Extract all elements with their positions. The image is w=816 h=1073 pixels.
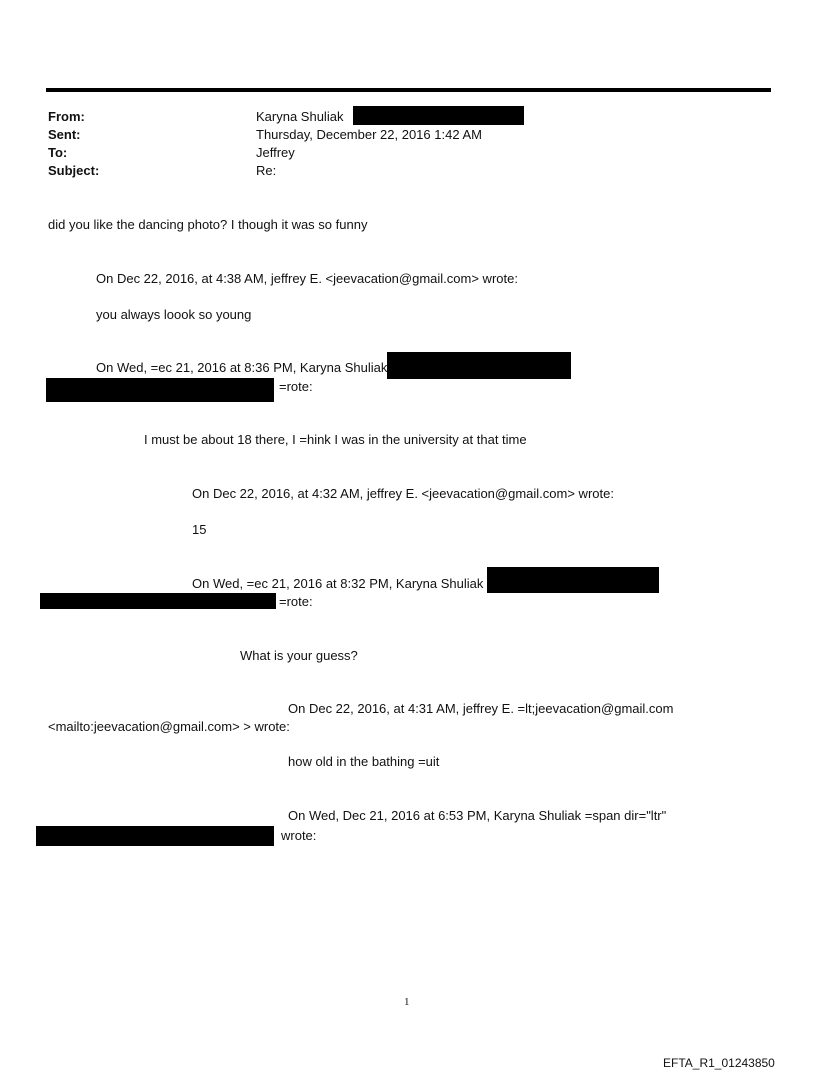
quote-header: On Dec 22, 2016, at 4:32 AM, jeffrey E. <jeevacation@gmail.com> wrote: bbox=[192, 486, 614, 501]
quote-text: What is your guess? bbox=[240, 648, 358, 663]
redaction-box bbox=[46, 378, 274, 402]
subject-value: Re: bbox=[256, 163, 277, 178]
quote-header: On Dec 22, 2016, at 4:31 AM, jeffrey E. =lt;jeevacation@gmail.com bbox=[288, 701, 674, 716]
message-line: did you like the dancing photo? I though it was so funny bbox=[48, 217, 368, 232]
quote-header: On Dec 22, 2016, at 4:38 AM, jeffrey E. <jeevacation@gmail.com> wrote: bbox=[96, 271, 518, 286]
quote-text: I must be about 18 there, I =hink I was in the university at that time bbox=[144, 432, 527, 447]
quote-header-tail: <mailto:jeevacation@gmail.com> > wrote: bbox=[48, 719, 290, 734]
redaction-box bbox=[353, 106, 524, 125]
sent-label: Sent: bbox=[48, 127, 81, 142]
quote-text: you always loook so young bbox=[96, 307, 252, 322]
bates-number: EFTA_R1_01243850 bbox=[663, 1056, 775, 1070]
redaction-box bbox=[40, 593, 276, 609]
header-rule bbox=[46, 88, 771, 92]
quote-header-tail: wrote: bbox=[281, 828, 317, 843]
quote-text: how old in the bathing =uit bbox=[288, 754, 440, 769]
sent-value: Thursday, December 22, 2016 1:42 AM bbox=[256, 127, 482, 142]
redaction-box bbox=[387, 352, 571, 379]
from-label: From: bbox=[48, 109, 85, 124]
to-value: Jeffrey bbox=[256, 145, 295, 160]
quote-header: On Wed, =ec 21, 2016 at 8:36 PM, Karyna Shuliak bbox=[96, 360, 388, 375]
from-value: Karyna Shuliak bbox=[256, 109, 344, 124]
to-label: To: bbox=[48, 145, 68, 160]
quote-header: On Wed, Dec 21, 2016 at 6:53 PM, Karyna Shuliak =span dir="ltr" bbox=[288, 808, 667, 823]
redaction-box bbox=[36, 826, 274, 846]
quote-header-tail: =rote: bbox=[279, 379, 313, 394]
quote-text: 15 bbox=[192, 522, 207, 537]
quote-header-tail: =rote: bbox=[279, 594, 313, 609]
redaction-box bbox=[487, 567, 659, 593]
page-number: 1 bbox=[404, 996, 410, 1008]
subject-label: Subject: bbox=[48, 163, 100, 178]
quote-header: On Wed, =ec 21, 2016 at 8:32 PM, Karyna Shuliak bbox=[192, 576, 484, 591]
